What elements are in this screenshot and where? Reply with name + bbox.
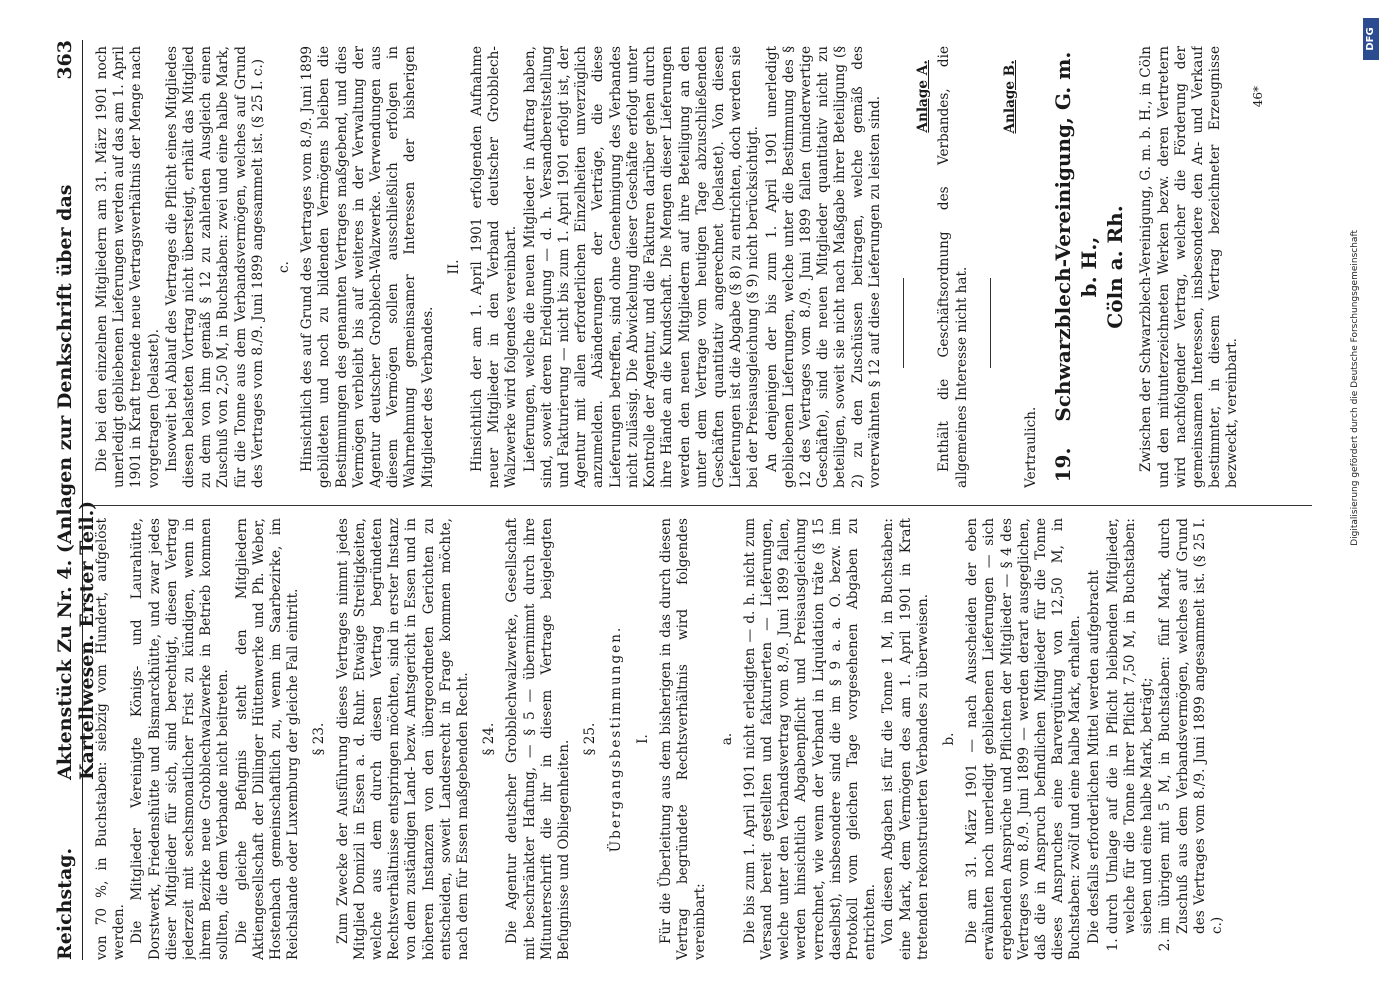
list-item: 2. im übrigen mit 5 M, in Buchstaben: fünf Mark, durch Zuschuß aus dem Verbandsvermögen, welches auf Grund des Vertrages vom 8./9. Juni 1899 angesammelt ist. (§ 25 I. c.) bbox=[1157, 518, 1226, 934]
transition-heading: Übergangsbestimmungen. bbox=[608, 625, 625, 853]
signature-rule bbox=[903, 278, 904, 368]
appendix-b-heading: Anlage B. bbox=[1001, 60, 1018, 134]
signature-line bbox=[979, 46, 996, 488]
paragraph: Lieferungen, welche die neuen Mitglieder in Auftrag haben, sind, soweit deren Erledigung — d. h. Versandbereitstellung und Fakturierung — nicht bis zum 1. April 1901 erfolgt ist, der Agentur mit allen erforderlichen Einzelheiten unverzüglich anzumelden. Abänderungen der Verträge, die diese Lieferungen betreffen, sind ohne Genehmigung des Verbandes nicht zulässig. Die Abwickelung dieser Geschäfte erfolgt unter Kontrolle der Agentur, und die Fakturen darüber gehen durch ihre Hände an die Kundschaft. Die Mengen dieser Lieferungen werden den neuen Mitgliedern auf ihre Beteiligung an den unter dem Vertrage vom heutigen Tage abzuschließenden Geschäften quantitativ angerechnet (belastet). Von diesen Lieferungen ist die Abgabe (§ 8) zu entrichten, doch werden sie bei der Preisausgleichung (§ 9) nicht berücksichtigt. bbox=[521, 46, 762, 488]
paragraph: An denjenigen der bis zum 1. April 1901 unerledigt gebliebenen Lieferungen, welche unter die Bestimmung des § 12 des Vertrages vom 8./9. Juni 1899 fallen (minderwertige Geschäfte), sind die neuen Mitglieder quantitativ nicht zu beteiligen, soweit sie nicht nach Maßgabe ihrer Beteiligung (§ 2) zu den Zuschüssen beitragen, welche gemäß des vorerwähnten § 12 auf diese Lieferungen zu leisten sind. bbox=[763, 46, 883, 488]
paragraph: Die gleiche Befugnis steht den Mitgliedern Aktiengesellschaft der Dillinger Hüttenwerke und Ph. Weber, Hostenbach gemeinschaftlich zu, wenn im Saarbezirke, im Reichslande oder Luxemburg der gleiche Fall eintritt. bbox=[233, 518, 302, 960]
section-number: 19. bbox=[1051, 447, 1076, 483]
right-column bbox=[94, 46, 1314, 488]
section-title-city: Cöln a. Rh. bbox=[1103, 205, 1128, 329]
paragraph: Hinsichtlich der am 1. April 1901 erfolgenden Aufnahme neuer Mitglieder in den Verband deutscher Grobblech-Walzwerke wird folgendes vereinbart. bbox=[469, 46, 520, 488]
header-title: Aktenstück Zu Nr. 4. (Anlagen zur Denkschrift über das Kartellwesen. Erster Teil.) bbox=[54, 184, 98, 780]
paragraph: Zwischen der Schwarzblech-Vereinigung, G. m. b. H., in Cöln und den mitunterzeichneten Werken bezw. deren Vertretern wird nachfolgender Vertrag, welcher die Förderung der gemeinsamen Interessen, insbesondere den An- und Verkauf bestimmter, in diesem Vertrag bezeichneter Erzeugnisse bezweckt, vereinbart. bbox=[1138, 46, 1241, 488]
signature-rule bbox=[990, 278, 991, 368]
paragraph: Die Mitglieder Vereinigte Königs- und Laurahütte, Dorstwerk, Friedenshütte und Bismarckhütte, und zwar jedes dieser Mitglieder für sich, sind berechtigt, diesen Vertrag jederzeit mit sechsmonatlicher Frist zu kündigen, wenn in ihrem Bezirke neue Grobblechwalzwerke in Betrieb kommen sollten, die dem Verbande nicht beitreten. bbox=[129, 518, 232, 960]
paragraph: Insoweit bei Ablauf des Vertrages die Pflicht eines Mitgliedes diesen belasteten Vortrag nicht übersteigt, erhält das Mitglied zu dem von ihm gemäß § 12 zu zahlenden Ausgleich einen Zuschuß von 2,50 M, in Buchstaben: zwei und eine halbe Mark, für die Tonne aus dem Verbandsvermögen, welches auf Grund des Vertrages vom 8./9. Juni 1899 angesammelt ist. (§ 25 I. c.) bbox=[163, 46, 266, 488]
paragraph: Enthält die Geschäftsordnung des Verbandes, die allgemeines Interesse nicht hat. bbox=[936, 46, 970, 488]
section-title: Schwarzblech-Vereinigung, G. m. b. H., bbox=[1051, 51, 1102, 422]
column-divider bbox=[92, 505, 1312, 506]
roman-numeral: I. bbox=[634, 734, 651, 744]
paragraph: Die desfalls erforderlichen Mittel werden aufgebracht bbox=[1085, 570, 1102, 944]
paragraph: Für die Überleitung aus dem bisherigen in das durch diesen Vertrag begründete Rechtsverhältnis wird folgendes vereinbart: bbox=[657, 518, 709, 960]
paragraph: Von diesen Abgaben ist für die Tonne 1 M, in Buchstaben: eine Mark, dem Vermögen des am 1. April 1901 in Kraft tretenden rekonstruierten Verbandes zu überweisen. bbox=[880, 518, 931, 960]
subsection-b: b. bbox=[940, 732, 957, 746]
confidential-label: Vertraulich. bbox=[1023, 406, 1040, 488]
section-heading-24: § 24. bbox=[481, 722, 498, 756]
section-heading-25: § 25. bbox=[582, 722, 599, 756]
section-heading-23: § 23. bbox=[311, 722, 328, 756]
paragraph: Zum Zwecke der Ausführung dieses Vertrages nimmt jedes Mitglied Domizil in Essen a. d. Ruhr. Etwaige Streitigkeiten, welche aus dem durch diesen Vertrag begründeten Rechtsverhältnisse entspringen möchten, sind in erster Instanz von dem zuständigen Land- bezw. Amtsgericht in Essen und in höheren Instanzen von den übergeordneten Gerichten zu entscheiden, soweit Landesrecht in Frage kommen möchte, nach dem für Essen maßgebenden Recht. bbox=[334, 518, 472, 960]
list-item: 1. durch Umlage auf die in Pflicht bleibenden Mitglieder, welche für die Tonne ihrer Pflicht 7,50 M, in Buchstaben: sieben und eine halbe Mark, beträgt; bbox=[1105, 518, 1157, 934]
subsection-c: c. bbox=[276, 261, 293, 273]
appendix-a-heading: Anlage A. bbox=[915, 60, 932, 133]
header-left: Reichstag. bbox=[54, 847, 76, 960]
section-19-heading bbox=[1050, 46, 1128, 488]
page-number: 363 bbox=[54, 40, 76, 80]
running-header bbox=[52, 40, 98, 960]
subsection-a: a. bbox=[718, 732, 735, 746]
paragraph: Die bis zum 1. April 1901 nicht erledigten — d. h. nicht zum Versand bereit gestellten und fakturierten — Lieferungen, welche unter den Verbandsvertrag vom 8./9. Juni 1899 fallen, werden hinsichtlich Abgabenpflicht und Preisausgleichung verrechnet, wie wenn der Verband in Liquidation träte (§ 15 daselbst), insbesondere sind die im § 9 a. a. O. bezw. im Protokoll vom gleichen Tage vorgesehenen Abgaben zu entrichten. bbox=[741, 518, 879, 960]
roman-numeral: II. bbox=[445, 259, 462, 275]
numbered-list bbox=[1105, 518, 1226, 960]
paragraph: von 70 %, in Buchstaben: siebzig vom Hundert, aufgelöst werden. bbox=[94, 518, 128, 960]
page-signature: 46* bbox=[1250, 86, 1265, 108]
paragraph: Die bei den einzelnen Mitgliedern am 31. März 1901 noch unerledigt gebliebenen Lieferungen werden auf das am 1. April 1901 in Kraft tretende neue Vertragsverhältnis der Menge nach vorgetragen (belastet). bbox=[94, 46, 162, 488]
signature-line bbox=[892, 46, 909, 488]
dfg-logo: DFG bbox=[1363, 18, 1379, 60]
paragraph: Die am 31. März 1901 — nach Ausscheiden der eben erwähnten noch unerledigt gebliebenen Lieferungen — sich ergebenden Ansprüche und Pflichten der Mitglieder — § 4 des Vertrages vom 8./9. Juni 1899 — werden derart ausgeglichen, daß die in Anspruch befindlichen Mitglieder für die Tonne dieses Anspruches eine Barvergütung von 12,50 M, in Buchstaben: zwölf und eine halbe Mark, erhalten. bbox=[964, 518, 1084, 960]
paragraph: Die Agentur deutscher Grobblechwalzwerke, Gesellschaft mit beschränkter Haftung, — § 5 — übernimmt durch ihre Mitunterschrift die ihr in diesem Vertrage beigelegten Befugnisse und Obliegenheiten. bbox=[504, 518, 573, 960]
digitization-note: Digitalisierung gefördert durch die Deutsche Forschungsgemeinschaft bbox=[1350, 230, 1360, 546]
paragraph: Hinsichtlich des auf Grund des Vertrages vom 8./9. Juni 1899 gebildeten und noch zu bildenden Vermögens bleiben die Bestimmungen des genannten Vertrages maßgebend, und dies Vermögen verbleibt bis auf weiteres in der Verwaltung der Agentur deutscher Grobblech-Walzwerke. Verwendungen aus diesem Vermögen sollen ausschließlich erfolgen in Wahrnehmung gemeinsamer Interessen der bisherigen Mitglieder des Verbandes. bbox=[299, 46, 436, 488]
left-column bbox=[94, 518, 1314, 960]
